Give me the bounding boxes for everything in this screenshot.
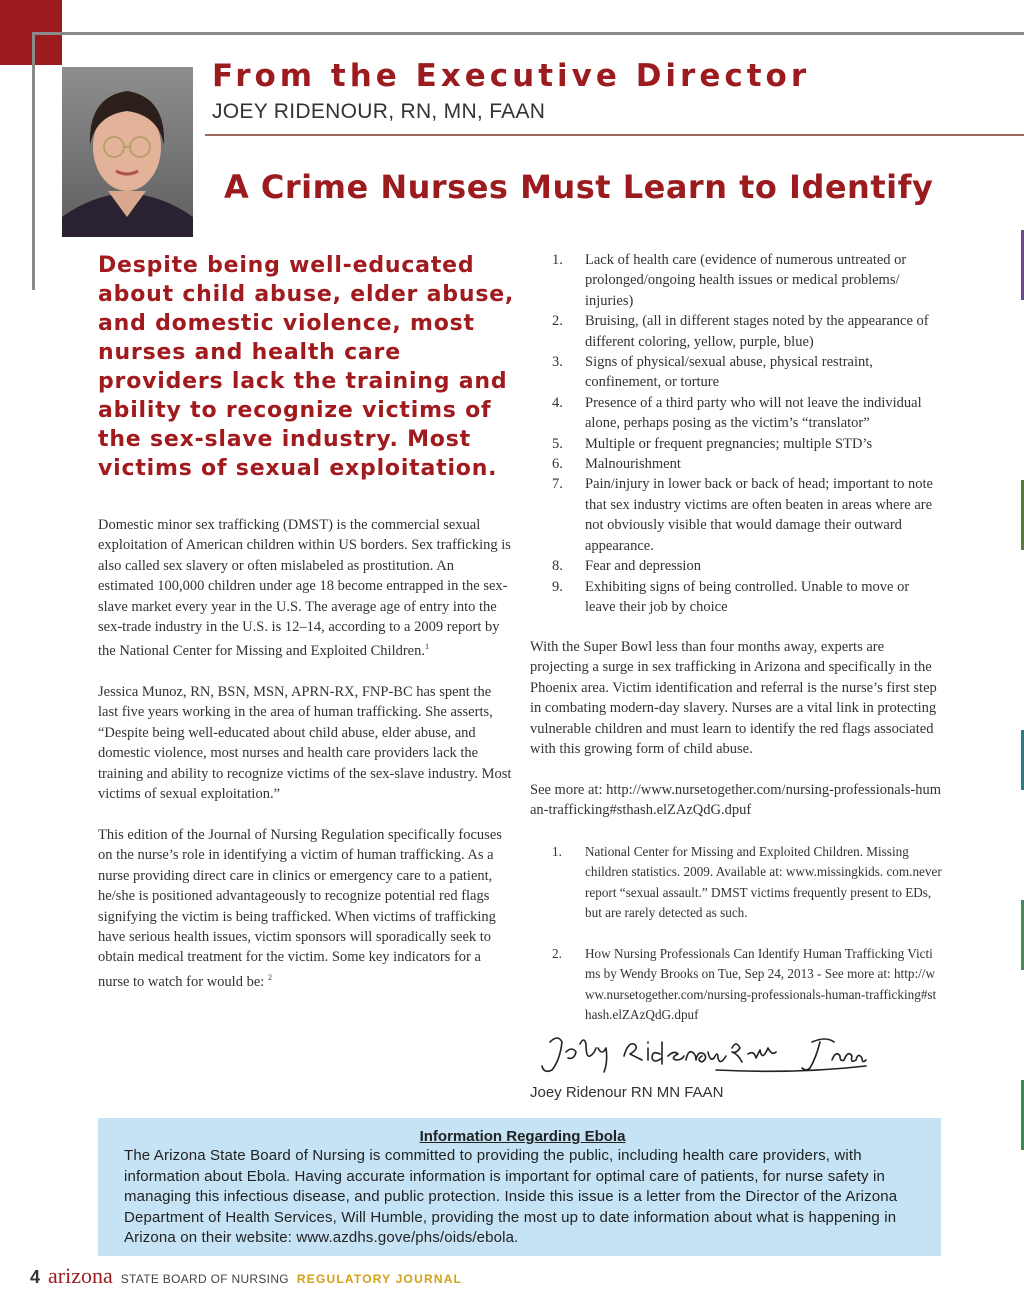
list-item: 8. Fear and depression <box>552 558 701 575</box>
journal-name: REGULATORY JOURNAL <box>296 1272 463 1286</box>
frame-left-rule <box>32 32 35 290</box>
info-box-text: The Arizona State Board of Nursing is committed to providing the public, including health care providers, with information about Ebola. Having accurate information is important for optimal care of patients, for nurse safety in managing this infectious disease, and public protection. Inside this issue is a letter from the Director of the Arizona Department of Health Services, Will Humble, providing the most up to date information about what is happening in Arizona on their website: www.azdhs.gove/phs/oids/ebola. <box>124 1147 898 1246</box>
article-title: A Crime Nurses Must Learn to Identify <box>224 168 934 206</box>
body-paragraph: Jessica Munoz, RN, BSN, MSN, APRN-RX, FNP-BC has spent the last five years working in the area of human trafficking. She asserts, “Despite being well-educated about child abuse, elder abuse, and domestic violence, most nurses and health care providers lack the training and ability to recognize victims of the sex-slave industry. Most victims of sexual exploitation.” <box>98 684 512 803</box>
director-name: JOEY RIDENOUR, RN, MN, FAAN <box>212 100 546 123</box>
list-item: 4. Presence of a third party who will not leave the individual alone, perhaps posing as the victim’s “translator” <box>552 394 922 432</box>
page-footer <box>30 1263 462 1289</box>
body-paragraph: This edition of the Journal of Nursing Regulation specifically focuses on the nurse’s role in identifying a victim of human trafficking. As a nurse providing direct care in clinics or emergency care to a patient, he/she is positioned advantageously to recognize potential red flags signifying the victim is being trafficked. When victims of trafficking have serious health issues, victim sponsors will sporadically seek to obtain medical treatment for the victim. Some key indicators for a nurse to watch for would be: $^2$ <box>98 826 502 990</box>
right-column <box>530 637 942 841</box>
list-item: 9. Exhibiting signs of being controlled. Unable to move or leave their job by choice <box>552 578 910 615</box>
pull-quote: Despite being well-educated about child abuse, elder abuse, and domestic violence, most nurses and health care providers lack the training and ability to recognize victims of the sex-slave industry. Most victims of sexual exploitation. <box>98 253 515 481</box>
list-item: 2. Bruising, (all in different stages noted by the appearance of different coloring, yellow, purple, blue) <box>552 313 929 350</box>
ebola-info-box <box>98 1118 941 1256</box>
info-box-title: Information Regarding Ebola <box>419 1128 626 1145</box>
list-item: 6. Malnourishment <box>552 456 681 473</box>
list-item: 1. Lack of health care (evidence of numerous untreated or prolonged/ongoing health issues or medical problems/ injuries) <box>552 252 907 309</box>
signer-name: Joey Ridenour RN MN FAAN <box>530 1084 724 1101</box>
indicator-list <box>530 250 942 617</box>
list-item: 7. Pain/injury in lower back or back of head; important to note that sex industry victims are often beaten in areas where are not obviously visible that would damage their outward appearance. <box>552 476 933 554</box>
body-paragraph: With the Super Bowl less than four months away, experts are projecting a surge in sex trafficking in Arizona and specifically in the Phoenix area. Victim identification and referral is the nurse’s first step in combating modern-day slavery. Nurses are a vital link in protecting vulnerable children and must learn to identify the red flags associated with this growing form of child abuse. <box>530 639 937 758</box>
see-more-link[interactable]: See more at: http://www.nursetogether.com/nursing-professionals-human-trafficking#sthash.elZAzQdG.dpuf <box>530 781 942 819</box>
footnote-item: 2. How Nursing Professionals Can Identify Human Trafficking Victims by Wendy Brooks on Tue, Sep 24, 2013 - See more at: http://www.nursetogether.com/nursing-professionals-human-trafficking#sthash.elZAzQdG.dpuf <box>552 946 937 1023</box>
board-name: STATE BOARD OF NURSING <box>120 1272 289 1286</box>
list-item: 3. Signs of physical/sexual abuse, physical restraint, confinement, or torture <box>552 354 873 391</box>
footnote-mark: 2 <box>267 972 272 982</box>
handwritten-signature <box>536 1030 876 1078</box>
page-number: 4 <box>30 1267 41 1287</box>
footnotes <box>530 842 942 1046</box>
list-item: 5. Multiple or frequent pregnancies; multiple STD’s <box>552 435 873 452</box>
frame-top-rule <box>32 32 1024 35</box>
footnote-mark: 1 <box>425 642 429 652</box>
brand-logo: arizona <box>48 1263 113 1288</box>
portrait-image <box>62 67 193 237</box>
header-divider <box>205 134 1024 136</box>
body-paragraph: Domestic minor sex trafficking (DMST) is the commercial sexual exploitation of American children within US borders. Sex trafficking is also called sex slavery or often mislabeled as prostitution. An estimated 100,000 children under age 18 become entrapped in the sex-slave market every year in the U.S. The average age of entry into the sex-trade industry in the U.S. is 12–14, according to a 2009 report by the National Center for Missing and Exploited Children.$^1$ <box>98 517 511 660</box>
footnote-item: 1. National Center for Missing and Exploited Children. Missing children statistics. 2009. Available at: www.missingkids. com.never report “sexual assault.” DMST victims frequently present to EDs, but are rarely detected as such. <box>552 844 942 921</box>
director-photo <box>62 67 193 237</box>
left-column <box>98 515 512 1012</box>
section-title: From the Executive Director <box>212 58 811 94</box>
